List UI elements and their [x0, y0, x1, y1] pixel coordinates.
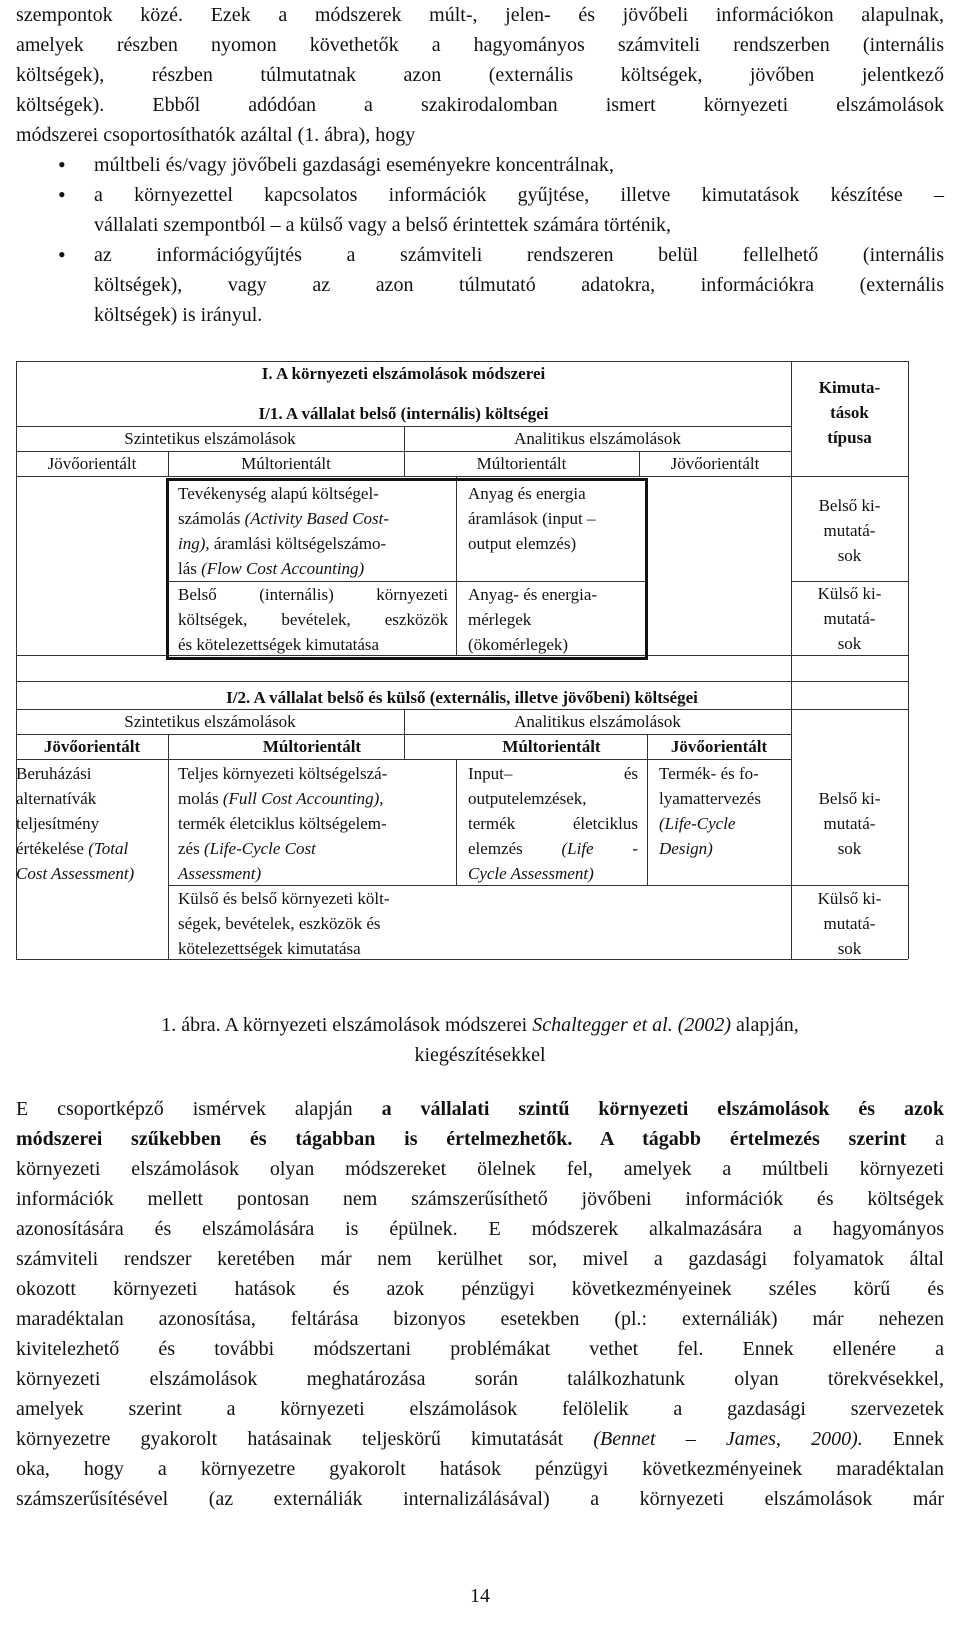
abc-cell: Tevékenység alapú költségel- számolás (Activity Based Cost- ing), áramlási költségelszámo- lás (Flow Cost Accounting) — [178, 484, 390, 578]
methods-figure — [16, 361, 944, 1001]
text-line: kivitelezhető és további módszertani problémákat vethet fel. Ennek ellenére a — [16, 1338, 944, 1360]
internal-report-cell: Belső ki- mutatá- sok — [818, 789, 881, 858]
text-line: azonosítására és elszámolására is épülnek. E módszerek alkalmazására a hagyományos — [16, 1218, 944, 1240]
report-type-header: Kimuta- tások típusa — [818, 378, 881, 447]
text-line: okozott környezeti hatások és azok pénzügyi következményeinek széles körű és — [16, 1278, 944, 1300]
text-line: számszerűsítésével (az externáliák internalizálásával) a környezeti elszámolások már — [16, 1488, 944, 1510]
future-oriented: Jövőorientált — [43, 737, 141, 756]
analytic-header: Analitikus elszámolások — [514, 429, 681, 448]
figure-main-title: I. A környezeti elszámolások módszerei — [261, 364, 546, 383]
past-oriented: Múltorientált — [476, 454, 567, 473]
body-paragraph — [16, 1094, 944, 1514]
design-cell: Termék- és fo- lyamattervezés (Life-Cycle Design) — [659, 764, 761, 858]
bullet-item: • az információgyűjtés a számviteli rendszeren belül fellelhető (internális költségek), vagy az azon túlmutató adatokra, információkra (externális költségek) is irányul. — [16, 240, 944, 330]
full-cost-cell: Teljes környezeti költségelszá- molás (Full Cost Accounting), termék életciklus költségelem- zés (Life-Cycle Cost Assessment) — [178, 764, 388, 883]
text-line: környezetre gyakorolt hatásainak teljeskörű kimutatását (Bennet – James, 2000). Ennek — [16, 1428, 945, 1450]
past-oriented: Múltorientált — [502, 737, 601, 756]
figure-caption: 1. ábra. A környezeti elszámolások módszerei Schaltegger et al. (2002) alapján, kiegészítésekkel — [161, 1014, 799, 1066]
text-line: maradéktalan azonosítása, feltárása bizonyos esetekben (pl.: externáliák) már nehezen — [16, 1308, 944, 1330]
text-line: számviteli rendszer keretében már nem kerülhet sor, mivel a gazdasági folyamatok által — [16, 1248, 944, 1270]
material-flow-cell: Anyag és energia áramlások (input – output elemzés) — [468, 484, 596, 553]
io-analysis-cell: Input– és outputelemzések, termék életciklus elemzés (Life - Cycle Assessment) — [468, 764, 638, 883]
text-line: környezeti elszámolások meghatározása során találkozhatunk olyan törekvésekkel, — [16, 1368, 944, 1390]
past-oriented: Múltorientált — [241, 454, 331, 473]
internal-report-cell: Belső ki- mutatá- sok — [818, 496, 881, 565]
internal-costs-cell: Belső (internális) környezeti költségek, bevételek, eszközök és kötelezettségek kimutatása — [178, 585, 448, 654]
text-line: környezeti elszámolások olyan módszereket ölelnek fel, amelyek a múltbeli környezeti — [16, 1158, 944, 1180]
text-line: költségek), részben túlmutatnak azon (externális költségek, jövőben jelentkező — [16, 64, 944, 86]
intro-paragraph — [16, 0, 944, 150]
synthetic-header: Szintetikus elszámolások — [124, 712, 296, 731]
text-line: módszerei csoportosíthatók azáltal (1. ábra), hogy — [16, 124, 416, 146]
text-line: oka, hogy a környezetre gyakorolt hatások pénzügyi következményeinek maradéktalan — [16, 1458, 944, 1480]
future-oriented: Jövőorientált — [670, 737, 768, 756]
investment-cell: Beruházási alternatívák teljesítmény értékelése (Total Cost Assessment) — [16, 764, 135, 883]
text-line: módszerei szűkebben és tágabban is értelmezhetők. A tágabb értelmezés szerint a — [16, 1128, 944, 1150]
section-i1-title: I/1. A vállalat belső (internális) költségei — [258, 404, 549, 423]
past-oriented: Múltorientált — [262, 737, 362, 756]
bullet-item: • múltbeli és/vagy jövőbeli gazdasági eseményekre koncentrálnak, — [16, 150, 944, 180]
bullet-item: • a környezettel kapcsolatos információk gyűjtése, illetve kimutatások készítése – vállalati szempontból – a külső vagy a belső érintettek számára történik, — [16, 180, 944, 240]
text-line: E csoportképző ismérvek alapján a vállalati szintű környezeti elszámolások és azok — [16, 1098, 945, 1120]
external-costs-cell: Külső és belső környezeti költ- ségek, bevételek, eszközök és kötelezettségek kimutatása — [178, 889, 390, 958]
text-line: amelyek szerint a környezeti elszámolások felölelik a gazdasági szervezetek — [16, 1398, 944, 1420]
text-line: amelyek részben nyomon követhetők a hagyományos számviteli rendszerben (internális — [16, 34, 944, 56]
text-line: szempontok közé. Ezek a módszerek múlt-, jelen- és jövőbeli információkon alapulnak, — [16, 4, 944, 26]
future-oriented: Jövőorientált — [47, 454, 137, 473]
analytic-header: Analitikus elszámolások — [514, 712, 681, 731]
eco-balance-cell: Anyag- és energia- mérlegek (ökomérlegek) — [468, 585, 598, 654]
synthetic-header: Szintetikus elszámolások — [124, 429, 296, 448]
external-report-cell: Külső ki- mutatá- sok — [817, 889, 882, 958]
bullet-list — [16, 150, 944, 330]
external-report-cell: Külső ki- mutatá- sok — [817, 584, 882, 653]
future-oriented: Jövőorientált — [670, 454, 760, 473]
text-line: költségek). Ebből adódóan a szakirodalomban ismert környezeti elszámolások — [16, 94, 944, 116]
text-line: információk mellett pontosan nem számszerűsíthető jövőbeni információk és költségek — [16, 1188, 944, 1210]
section-i2-title: I/2. A vállalat belső és külső (externális, illetve jövőbeni) költségei — [226, 688, 698, 707]
page-number: 14 — [470, 1585, 490, 1607]
